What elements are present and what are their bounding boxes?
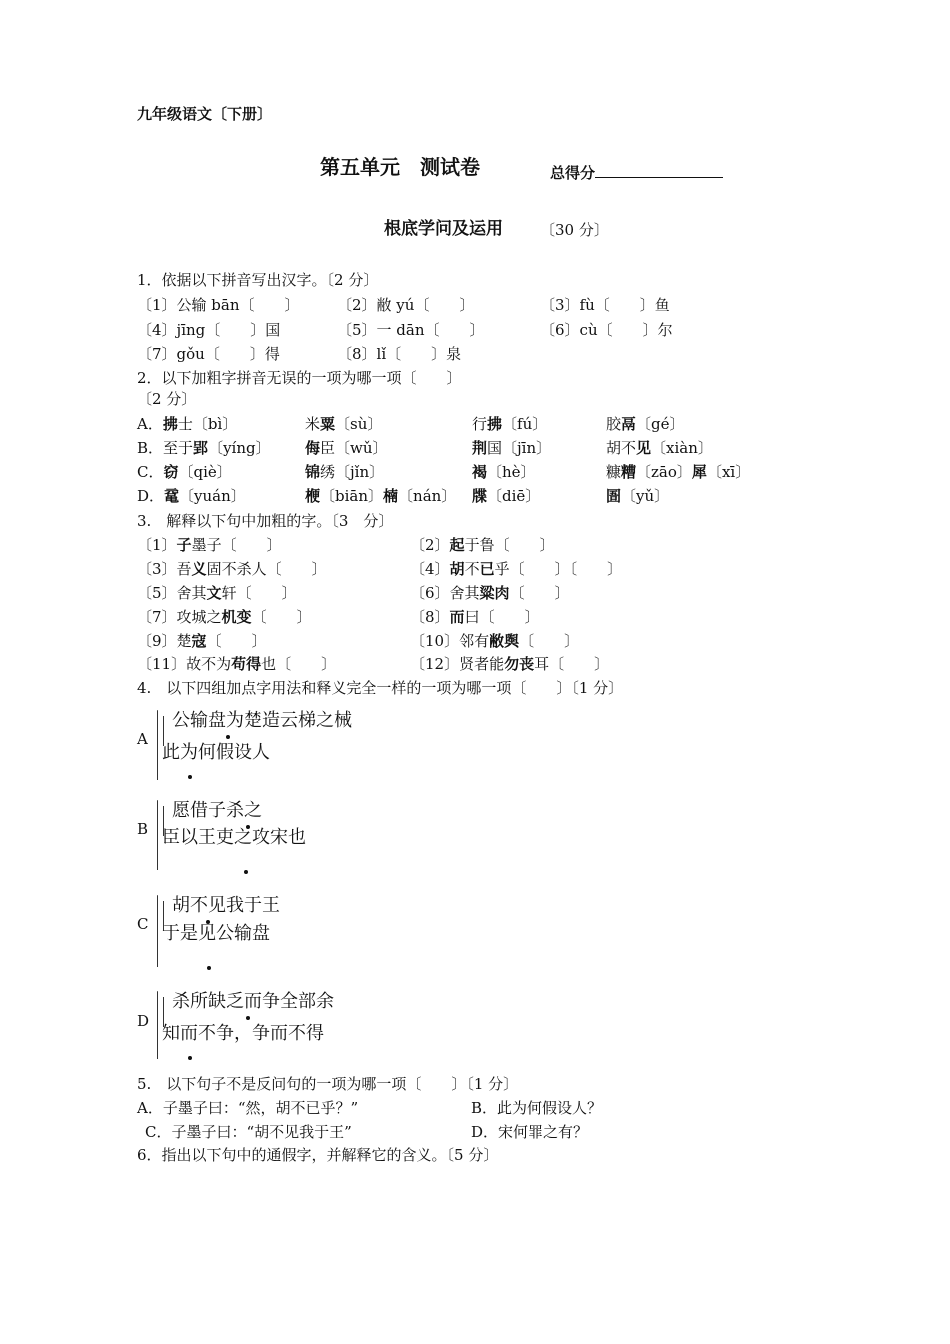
q2-prompt: 2．以下加粗字拼音无误的一项为哪一项〔 〕 — [137, 369, 462, 387]
course-header: 九年级语文〔下册〕 — [137, 105, 273, 123]
total-score — [550, 163, 723, 182]
bold-char: 而 — [449, 608, 465, 626]
q2-cell — [472, 463, 536, 481]
item-prefix: 〔6〕舍其 — [410, 584, 480, 602]
bold-char: 子 — [176, 536, 192, 554]
q4-group-letter: D — [137, 1012, 150, 1030]
plain-char: 胶 — [606, 415, 622, 433]
q2-cell — [606, 439, 713, 457]
bold-char: 敝舆 — [489, 632, 520, 650]
bold-char: 寇 — [191, 632, 207, 650]
plain-char: 至于 — [163, 439, 194, 457]
q3-item — [137, 536, 282, 554]
q4-sentence: 杀所缺乏而争全部余 — [172, 991, 334, 1012]
plain-char: 胡不 — [606, 439, 637, 457]
option-letter: A． — [137, 415, 163, 433]
plain-char: 糠 — [606, 463, 622, 481]
pinyin: 〔zāo〕 — [636, 463, 692, 481]
q1-prompt: 1．依据以下拼音写出汉字。〔2 分〕 — [137, 271, 379, 289]
item-prefix: 〔12〕贤者能 — [410, 655, 505, 673]
pinyin: 〔fú〕 — [502, 415, 548, 433]
bold-char: 鼋 — [164, 487, 180, 505]
q3-item — [137, 584, 297, 602]
bold-char: 褐 — [472, 463, 488, 481]
item-rest: 也〔 〕 — [261, 655, 337, 673]
plain-char: 行 — [472, 415, 488, 433]
emphasis-dot-icon — [246, 1016, 250, 1020]
q2-option-a — [137, 415, 237, 433]
brace-icon — [157, 991, 158, 1059]
pinyin: 〔yuán〕 — [179, 487, 246, 505]
q2-cell — [305, 415, 382, 433]
q2-option-c — [137, 463, 232, 481]
bold-char: 郢 — [193, 439, 209, 457]
bold-char: 牒 — [472, 487, 488, 505]
q1-item: 〔2〕敝 yú〔 〕 — [337, 296, 475, 314]
item-rest: 墨子〔 〕 — [191, 536, 282, 554]
bold-char: 锦 — [305, 463, 321, 481]
item-rest: 轩〔 〕 — [221, 584, 297, 602]
brace-icon — [157, 895, 158, 967]
option-letter: B． — [137, 439, 164, 457]
q3-item — [410, 632, 579, 650]
q5-option-c: C．子墨子曰：“胡不见我于王” — [145, 1123, 352, 1141]
q2-cell — [472, 487, 540, 505]
bold-char: 楩 — [305, 487, 321, 505]
bold-char: 起 — [449, 536, 465, 554]
q4-prompt: 4. 以下四组加点字用法和释义完全一样的一项为哪一项〔 〕〔1 分〕 — [137, 679, 624, 697]
q1-item: 〔4〕jīng〔 〕国 — [137, 321, 281, 339]
q4-group-letter: A — [137, 730, 148, 748]
q1-item: 〔5〕一 dān〔 〕 — [337, 321, 485, 339]
item-prefix: 〔1〕 — [137, 536, 177, 554]
pinyin: 〔xī〕 — [706, 463, 751, 481]
emphasis-dot-icon — [188, 1056, 192, 1060]
q3-item — [410, 655, 609, 673]
section-title: 根底学问及运用 — [384, 219, 503, 239]
q2-cell — [606, 487, 669, 505]
bold-char: 苟得 — [231, 655, 262, 673]
q2-cell — [305, 463, 384, 481]
bold-char: 鬲 — [621, 415, 637, 433]
q2-cell — [472, 439, 551, 457]
pinyin: 〔xiàn〕 — [651, 439, 713, 457]
q4-sentence: 知而不争，争而不得 — [162, 1023, 324, 1044]
item-prefix: 〔5〕舍其 — [137, 584, 207, 602]
page-title: 第五单元 测试卷 — [320, 155, 480, 179]
q4-sentence: 于是见公输盘 — [162, 923, 270, 944]
pinyin: 〔hè〕 — [487, 463, 536, 481]
pinyin: 臣〔wǔ〕 — [320, 439, 388, 457]
q5-option-b: B．此为何假设人？ — [471, 1099, 603, 1117]
bold-char: 已 — [479, 560, 495, 578]
bold-char: 荆 — [472, 439, 488, 457]
pinyin: 绣〔jǐn〕 — [320, 463, 385, 481]
q2-cell — [606, 463, 750, 481]
item-rest: 〔 〕 — [519, 632, 580, 650]
pinyin: 〔sù〕 — [335, 415, 383, 433]
bold-char: 粱肉 — [479, 584, 510, 602]
emphasis-dot-icon — [226, 735, 230, 739]
bold-char: 窃 — [163, 463, 179, 481]
q4-sentence: 臣以王吏之攻宋也 — [162, 827, 306, 848]
emphasis-dot-icon — [207, 966, 211, 970]
bold-char: 文 — [206, 584, 222, 602]
q4-sentence: 公输盘为楚造云梯之械 — [172, 710, 352, 731]
pinyin: 〔gé〕 — [636, 415, 685, 433]
q3-item — [137, 560, 327, 578]
pinyin: 〔yǔ〕 — [621, 487, 670, 505]
bold-char: 拂 — [162, 415, 178, 433]
item-prefix: 〔8〕 — [410, 608, 450, 626]
q5-option-a: A．子墨子曰：“然，胡不已乎？” — [137, 1099, 359, 1117]
q3-item — [410, 536, 555, 554]
item-rest: 〔 〕 — [206, 632, 267, 650]
q4-sentence: 胡不见我于王 — [172, 895, 280, 916]
bold-char: 侮 — [305, 439, 321, 457]
item-rest: 曰〔 〕 — [464, 608, 540, 626]
bold-char: 粟 — [320, 415, 336, 433]
q2-cell — [472, 415, 547, 433]
item-rest: 于鲁〔 〕 — [464, 536, 555, 554]
pinyin: 〔nán〕 — [398, 487, 457, 505]
pinyin: 士〔bì〕 — [177, 415, 238, 433]
pinyin: 〔biān〕 — [320, 487, 384, 505]
q4-group-letter: B — [137, 820, 149, 838]
q3-item — [410, 584, 570, 602]
bold-char: 拂 — [487, 415, 503, 433]
q3-item — [137, 632, 267, 650]
bold-char: 犀 — [691, 463, 707, 481]
item-prefix: 〔7〕攻城之 — [137, 608, 222, 626]
bold-char: 义 — [191, 560, 207, 578]
bold-char: 见 — [636, 439, 652, 457]
option-letter: D． — [137, 487, 165, 505]
q1-item: 〔1〕公输 bān〔 〕 — [137, 296, 300, 314]
total-score-blank[interactable] — [595, 163, 723, 178]
q3-prompt: 3. 解释以下句中加粗的字。〔3 分〕 — [137, 512, 394, 530]
pinyin: 〔yíng〕 — [208, 439, 271, 457]
q3-item — [410, 560, 622, 578]
q5-prompt: 5. 以下句子不是反问句的一项为哪一项〔 〕〔1 分〕 — [137, 1075, 519, 1093]
q2-cell — [305, 439, 388, 457]
q6-prompt: 6．指出以下句中的通假字，并解释它的含义。〔5 分〕 — [137, 1146, 499, 1164]
q2-cell — [606, 415, 685, 433]
item-prefix: 〔3〕吾 — [137, 560, 192, 578]
option-letter: C． — [137, 463, 164, 481]
plain-char: 米 — [305, 415, 321, 433]
bold-char: 勿丧 — [504, 655, 535, 673]
q3-item — [137, 608, 312, 626]
q1-item: 〔7〕gǒu〔 〕得 — [137, 345, 280, 363]
q2-cell — [305, 487, 456, 505]
emphasis-dot-icon — [188, 775, 192, 779]
q3-item — [137, 655, 336, 673]
item-rest: 〔 〕 — [251, 608, 312, 626]
pinyin: 〔diē〕 — [487, 487, 541, 505]
q2-option-d — [137, 487, 246, 505]
q4-sentence: 愿借子杀之 — [172, 800, 262, 821]
q3-item — [410, 608, 540, 626]
q1-item: 〔6〕cù〔 〕尔 — [540, 321, 673, 339]
q4-sentence: 此为何假设人 — [162, 742, 270, 763]
emphasis-dot-icon — [244, 870, 248, 874]
brace-icon — [157, 800, 158, 870]
q1-item: 〔3〕fù〔 〕鱼 — [540, 296, 670, 314]
item-prefix: 〔2〕 — [410, 536, 450, 554]
bold-char: 胡 — [449, 560, 465, 578]
bold-char: 圄 — [606, 487, 622, 505]
q2-option-b — [137, 439, 271, 457]
item-rest: 〔 〕 — [509, 584, 570, 602]
bold-char: 楠 — [383, 487, 399, 505]
q1-item: 〔8〕lǐ〔 〕泉 — [337, 345, 462, 363]
q2-points: 〔2 分〕 — [137, 390, 197, 408]
pinyin: 〔qiè〕 — [178, 463, 232, 481]
bold-char: 机变 — [221, 608, 252, 626]
brace-icon — [157, 710, 158, 780]
item-rest: 乎〔 〕〔 〕 — [494, 560, 623, 578]
item-prefix: 〔11〕故不为 — [137, 655, 232, 673]
bold-char: 糟 — [621, 463, 637, 481]
item-prefix: 〔4〕 — [410, 560, 450, 578]
section-points: 〔30 分〕 — [540, 221, 609, 239]
q5-option-d: D．宋何罪之有？ — [471, 1123, 589, 1141]
item-rest: 固不杀人〔 〕 — [206, 560, 327, 578]
total-score-label: 总得分 — [550, 164, 596, 182]
item-rest: 耳〔 〕 — [534, 655, 610, 673]
plain-char: 不 — [464, 560, 480, 578]
pinyin: 国〔jīn〕 — [487, 439, 552, 457]
item-prefix: 〔9〕楚 — [137, 632, 192, 650]
item-prefix: 〔10〕邻有 — [410, 632, 490, 650]
q4-group-letter: C — [137, 915, 149, 933]
